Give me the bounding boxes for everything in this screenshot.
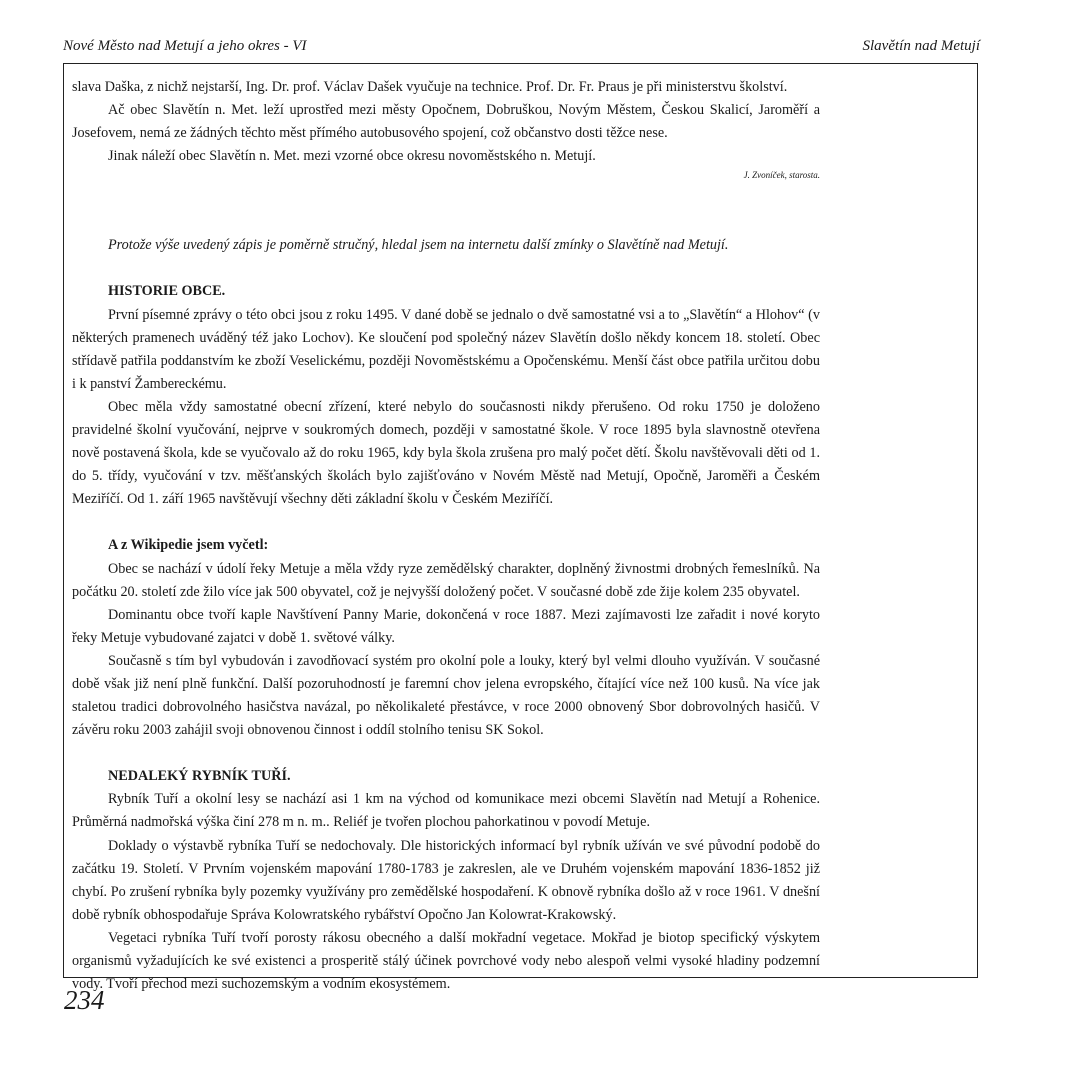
header-book-title: Nové Město nad Metují a jeho okres - VI (63, 38, 307, 54)
author-note: Protože výše uvedený zápis je poměrně stručný, hledal jsem na internetu další zmínky o Slavětíně nad Metují. (108, 237, 729, 254)
spacer (72, 182, 820, 234)
paragraph: Současně s tím byl vybudován i zavodňovací systém pro okolní pole a louky, který byl velmi dlouho využíván. V současné době však již není plně funkční. Další pozoruhodností je faremní chov jelena evropského, čítající více než 100 kusů. Na více jak staletou tradici dobrovolného hasičstva navázal, po několikaleté přestávce, v roce 2000 obnovený Sbor dobrovolných hasičů. V závěru roku 2003 zahájil svoji obnovenou činnost i oddíl stolního tenisu SK Sokol. (72, 652, 820, 739)
page-content (72, 76, 820, 996)
spacer (72, 257, 820, 280)
paragraph: slava Daška, z nichž nejstarší, Ing. Dr. prof. Václav Dašek vyučuje na technice. Prof. Dr. Fr. Praus je při ministerstvu školství. (72, 79, 788, 95)
page-number: 234 (64, 985, 105, 1015)
paragraph: První písemné zprávy o této obci jsou z roku 1495. V dané době se jednalo o dvě samostatné vsi a to „Slavětín“ a Hlohov“ (v některých pramenech uváděný též jako Lochov). Ke sloučení pod společný název Slavětín došlo někdy koncem 18. století. Obec střídavě patřila poddanstvím ke zboží Veselickému, později Novoměstskému a Opočenskému. Menší část obce patřila určitou dobu i k panství Žambereckému. (72, 306, 820, 392)
paragraph: Doklady o výstavbě rybníka Tuří se nedochovaly. Dle historických informací byl rybník užíván ve své původní podobě do začátku 19. Století. V Prvním vojenském mapování 1780-1783 je zakreslen, ale ve Druhém vojenském mapování 1836-1852 již chybí. Po zrušení rybníka byly pozemky využívány pro zemědělské hospodaření. K obnově rybníka došlo až v roce 1961. V dnešní době rybník obhospodařuje Správa Kolowratského rybářství Opočno Jan Kolowrat-Krakowský. (72, 837, 820, 923)
paragraph: Dominantu obce tvoří kaple Navštívení Panny Marie, dokončená v roce 1887. Mezi zajímavosti lze zařadit i nové koryto řeky Metuje vybudované zajatci v době 1. světové války. (72, 606, 820, 646)
running-header (63, 38, 980, 62)
paragraph: Obec se nachází v údolí řeky Metuje a měla vždy ryze zemědělský charakter, doplněný živnostmi drobných řemeslníků. Na počátku 20. století zde žilo více jak 500 obyvatel, což je nejvyšší doložený počet. V současné době zde žije kolem 235 obyvatel. (72, 560, 820, 600)
paragraph: Rybník Tuří a okolní lesy se nachází asi 1 km na východ od komunikace mezi obcemi Slavětín nad Metují a Rohenice. Průměrná nadmořská výška činí 278 m n. m.. Reliéf je tvořen plochou pahorkatinou v povodí Metuje. (72, 791, 820, 831)
spacer (72, 742, 820, 765)
signature: J. Zvoníček, starosta. (743, 170, 820, 181)
section-heading: HISTORIE OBCE. (108, 283, 226, 300)
section-heading: NEDALEKÝ RYBNÍK TUŘÍ. (108, 768, 291, 785)
section-heading: A z Wikipedie jsem vyčetl: (108, 537, 269, 554)
paragraph: Vegetaci rybníka Tuří tvoří porosty rákosu obecného a další mokřadní vegetace. Mokřad je biotop specifický výskytem organismů vyžadujících ke své existenci a prosperitě stálý účinek povrchové vody nebo alespoň velmi vysoké hladiny podzemní vody. Tvoří přechod mezi suchozemským a vodním ekosystémem. (72, 929, 820, 993)
paragraph: Obec měla vždy samostatné obecní zřízení, které nebylo do současnosti nikdy přerušeno. Od roku 1750 je doloženo pravidelné školní vyučování, nejprve v soukromých domech, později v samostatné škole. V roce 1895 byla slavnostně otevřena nově postavená škola, kde se vyučovalo až do roku 1965, kdy byla škola zrušena pro malý počet dětí. Školu navštěvovali děti od 1. do 5. třídy, vyučování v tzv. měšťanských školách bylo zajišťováno v Novém Městě nad Metují, Opočně, Jaroměři a Českém Meziříčí. Od 1. září 1965 navštěvují všechny děti základní školu v Českém Meziříčí. (72, 398, 820, 508)
header-chapter-title: Slavětín nad Metují (862, 38, 980, 54)
spacer (72, 511, 820, 534)
paragraph: Ač obec Slavětín n. Met. leží uprostřed mezi městy Opočnem, Dobruškou, Novým Městem, Českou Skalicí, Jaroměří a Josefovem, nemá ze žádných těchto měst přímého autobusového spojení, což občanstvo dosti těžce nese. (72, 102, 820, 142)
paragraph: Jinak náleží obec Slavětín n. Met. mezi vzorné obce okresu novoměstského n. Metují. (108, 148, 596, 165)
